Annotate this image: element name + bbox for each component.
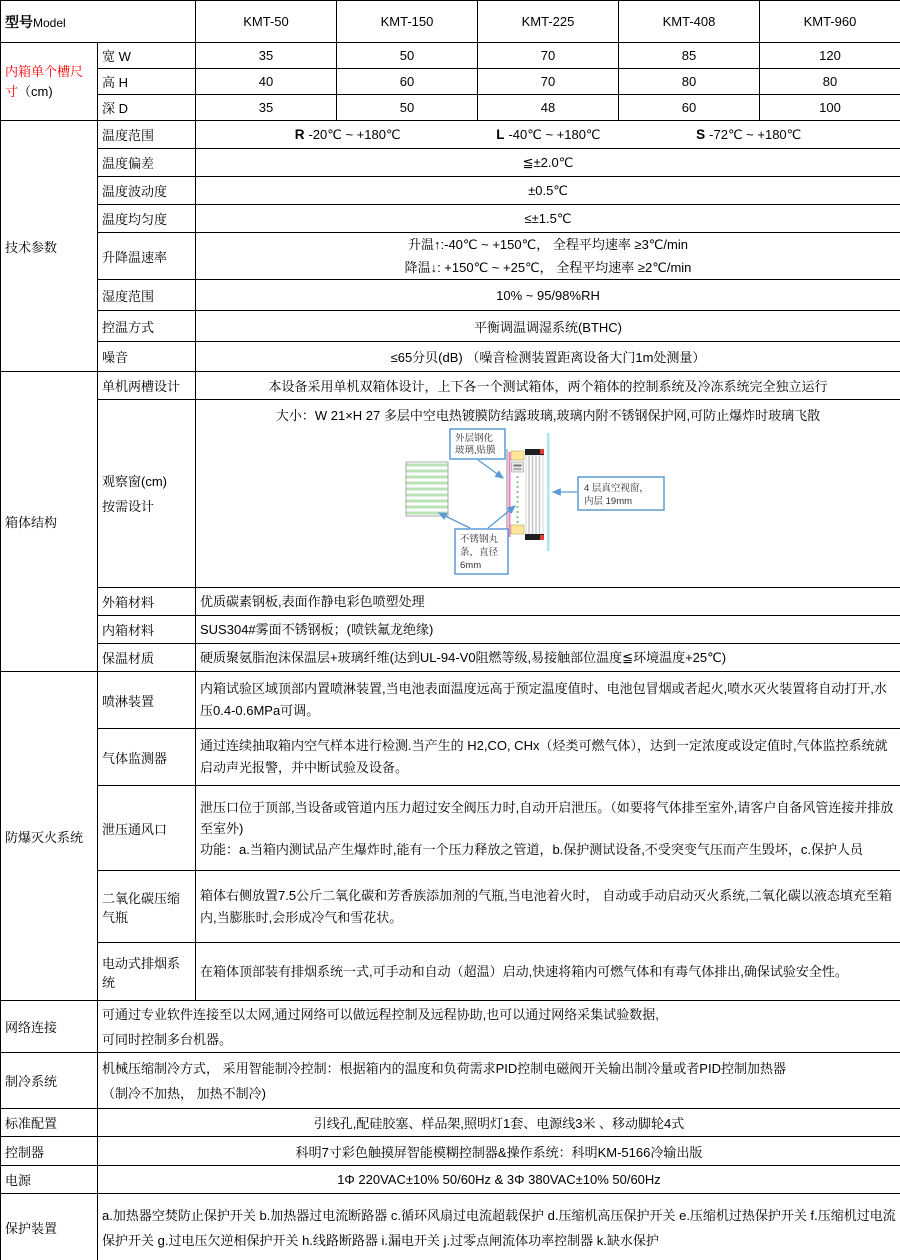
gas-monitor-value: 通过连续抽取箱内空气样本进行检测.当产生的 H2,CO, CHx（烃类可燃气体），达到一定浓度或设定值时,气体监控系统就启动声光报警，并中断试验及设备。 <box>196 729 900 786</box>
standard-config-row <box>1 1109 900 1137</box>
temp-uniformity-row <box>1 205 900 233</box>
temp-control-label: 控温方式 <box>98 311 196 342</box>
header-row <box>1 1 900 43</box>
model-label-cn: 型号 <box>5 13 33 30</box>
dual-chamber-value: 本设备采用单机双箱体设计，上下各一个测试箱体，两个箱体的控制系统及冷冻系统完全独立运行 <box>196 372 900 400</box>
temp-range-l: L -40℃ ~ +180℃ <box>496 126 601 142</box>
power-value: 1Φ 220VAC±10% 50/60Hz & 3Φ 380VAC±10% 50/60Hz <box>98 1166 900 1194</box>
dual-chamber-label: 单机两槽设计 <box>98 372 196 400</box>
cooling-line2: （制冷不加热， 加热不制冷) <box>102 1085 266 1101</box>
model-header-cell <box>1 1 196 43</box>
model-col-kmt-960: KMT-960 <box>760 1 900 43</box>
svg-text:条，直径: 条，直径 <box>460 547 499 558</box>
callout-steel-beads <box>439 506 515 574</box>
dim-value-cell: 85 <box>619 43 760 69</box>
smoke-exhaust-row <box>1 943 900 1001</box>
inner-material-label: 内箱材料 <box>98 616 196 644</box>
dim-value-cell: 50 <box>337 43 478 69</box>
dim-row-height <box>1 69 900 95</box>
dim-value-cell: 35 <box>196 43 337 69</box>
smoke-exhaust-value: 在箱体顶部装有排烟系统一式,可手动和自动（超温）启动,快速将箱内可燃气体和有毒气体排出,确保试验安全性。 <box>196 943 900 1001</box>
network-value-cell <box>98 1001 900 1053</box>
ramp-down-line: 降温↓: +150℃ ~ +25℃， 全程平均速率 ≥2℃/min <box>404 260 692 275</box>
outer-material-row <box>1 588 900 616</box>
window-diagram-svg <box>350 426 810 578</box>
dim-value-cell: 40 <box>196 69 337 95</box>
window-row <box>1 400 900 588</box>
temp-control-value: 平衡调温调湿系统(BTHC) <box>196 311 900 342</box>
dimensions-section-unit: （cm) <box>18 83 53 99</box>
window-label-line1: 观察窗(cm) <box>102 473 167 489</box>
gas-monitor-row <box>1 729 900 786</box>
controller-label: 控制器 <box>1 1137 98 1166</box>
dim-value-cell: 80 <box>760 69 900 95</box>
insulation-row <box>1 644 900 672</box>
window-diagram <box>350 426 896 581</box>
model-col-kmt-408: KMT-408 <box>619 1 760 43</box>
dim-value-cell: 60 <box>337 69 478 95</box>
temp-uniformity-value: ≤±1.5℃ <box>196 205 900 233</box>
protection-row <box>1 1194 900 1260</box>
temp-control-row <box>1 311 900 342</box>
co2-row <box>1 871 900 943</box>
svg-text:不锈钢丸: 不锈钢丸 <box>460 534 499 545</box>
cooling-value-cell <box>98 1053 900 1109</box>
dim-label-depth: 深 D <box>98 95 196 121</box>
model-col-kmt-225: KMT-225 <box>478 1 619 43</box>
network-line2: 可同时控制多台机器。 <box>102 1031 233 1047</box>
co2-value: 箱体右侧放置7.5公斤二氧化碳和芳香族添加剂的气瓶,当电池着火时， 自动或手动启动灭火系统,二氧化碳以液态填充至箱内,当膨胀时,会形成冷气和雪花状。 <box>196 871 900 943</box>
dim-value-cell: 70 <box>478 69 619 95</box>
window-content-cell <box>196 400 900 588</box>
cooling-row <box>1 1053 900 1109</box>
svg-text:外层钢化: 外层钢化 <box>455 433 494 444</box>
spray-value: 内箱试验区域顶部内置喷淋装置,当电池表面温度远高于预定温度值时、电池包冒烟或者起火,喷水灭火装置将自动打开,水压0.4-0.6MPa可调。 <box>196 672 900 729</box>
insulation-value: 硬质聚氨脂泡沫保温层+玻璃纤维(达到UL-94-V0阻燃等级,易接触部位温度≦环境温度+25℃) <box>196 644 900 672</box>
noise-row <box>1 342 900 372</box>
protection-label: 保护装置 <box>1 1194 98 1260</box>
cooling-line1: 机械压缩制冷方式， 采用智能制冷控制：根据箱内的温度和负荷需求PID控制电磁阀开关输出制冷量或者PID控制加热器 <box>102 1060 786 1076</box>
temp-fluctuation-value: ±0.5℃ <box>196 177 900 205</box>
mesh-window-graphic <box>406 462 448 516</box>
dim-row-width <box>1 43 900 69</box>
power-label: 电源 <box>1 1166 98 1194</box>
dim-value-cell: 70 <box>478 43 619 69</box>
temp-deviation-value: ≦±2.0℃ <box>196 149 900 177</box>
callout-outer-glass <box>450 429 505 478</box>
temp-range-row <box>1 121 900 149</box>
noise-label: 噪音 <box>98 342 196 372</box>
vent-value-line1: 泄压口位于顶部,当设备或管道内压力超过安全阀压力时,自动开启泄压。（如要将气体排至室外,请客户自备风管连接并排放至室外) <box>200 799 894 836</box>
outer-material-value: 优质碳素钢板,表面作静电彩色喷塑处理 <box>196 588 900 616</box>
humidity-row <box>1 280 900 311</box>
network-label: 网络连接 <box>1 1001 98 1053</box>
dim-value-cell: 50 <box>337 95 478 121</box>
callout-vacuum-window <box>553 477 664 510</box>
temp-deviation-row <box>1 149 900 177</box>
spray-label: 喷淋装置 <box>98 672 196 729</box>
co2-label: 二氧化碳压缩气瓶 <box>98 871 196 943</box>
inner-material-row <box>1 616 900 644</box>
svg-text:4 层真空视窗，: 4 层真空视窗， <box>584 483 649 494</box>
dim-label-height: 高 H <box>98 69 196 95</box>
spray-row <box>1 672 900 729</box>
dimensions-section-label: 内箱单个槽尺寸 <box>5 63 84 99</box>
svg-text:6mm: 6mm <box>460 560 482 571</box>
smoke-exhaust-label: 电动式排烟系统 <box>98 943 196 1001</box>
temp-fluctuation-row <box>1 177 900 205</box>
vent-label: 泄压通风口 <box>98 786 196 871</box>
structure-section-cell: 箱体结构 <box>1 372 98 672</box>
temp-range-r: R -20℃ ~ +180℃ <box>294 126 401 142</box>
protection-value: a.加热器空焚防止保护开关 b.加热器过电流断路器 c.循环风扇过电流超载保护 d.压缩机高压保护开关 e.压缩机过热保护开关 f.压缩机过电流保护开关 g.过电压欠逆相保护开关 h.线路断路器 i.漏电开关 j.过零点闸流体功率控制器 k.缺水保护 <box>98 1194 900 1260</box>
vent-value-line2: 功能：a.当箱内测试品产生爆炸时,能有一个压力释放之管道，b.保护测试设备,不受突变气压而产生毁坏，c.保护人员 <box>200 841 864 857</box>
model-label-en: Model <box>33 15 66 30</box>
window-label-cell <box>98 400 196 588</box>
ramp-rate-label: 升降温速率 <box>98 233 196 280</box>
controller-row <box>1 1137 900 1166</box>
dim-value-cell: 48 <box>478 95 619 121</box>
temp-deviation-label: 温度偏差 <box>98 149 196 177</box>
svg-text:玻璃,贴膜: 玻璃,贴膜 <box>455 445 496 456</box>
network-line1: 可通过专业软件连接至以太网,通过网络可以做远程控制及远程协助,也可以通过网络采集试验数据, <box>102 1006 659 1022</box>
humidity-label: 湿度范围 <box>98 280 196 311</box>
network-row <box>1 1001 900 1053</box>
standard-config-value: 引线孔,配硅胶塞、样品架,照明灯1套、电源线3米 、移动脚轮4式 <box>98 1109 900 1137</box>
outer-material-label: 外箱材料 <box>98 588 196 616</box>
model-col-kmt-150: KMT-150 <box>337 1 478 43</box>
ramp-up-line: 升温↑:-40℃ ~ +150℃， 全程平均速率 ≥3℃/min <box>408 237 688 252</box>
vent-value-cell <box>196 786 900 871</box>
vent-row <box>1 786 900 871</box>
fire-section-cell: 防爆灭火系统 <box>1 672 98 1001</box>
temp-fluctuation-label: 温度波动度 <box>98 177 196 205</box>
temp-uniformity-label: 温度均匀度 <box>98 205 196 233</box>
dim-row-depth <box>1 95 900 121</box>
humidity-value: 10% ~ 95/98%RH <box>196 280 900 311</box>
noise-value: ≤65分贝(dB) （噪音检测装置距离设备大门1m处测量） <box>196 342 900 372</box>
ramp-rate-row <box>1 233 900 280</box>
power-row <box>1 1166 900 1194</box>
tech-section-cell: 技术参数 <box>1 121 98 372</box>
dim-value-cell: 80 <box>619 69 760 95</box>
standard-config-label: 标准配置 <box>1 1109 98 1137</box>
window-size-note: 大小：W 21×H 27 多层中空电热镀膜防结露玻璃,玻璃内附不锈钢保护网,可防止爆炸时玻璃飞散 <box>275 408 821 423</box>
dimensions-section-cell <box>1 43 98 121</box>
inner-material-value: SUS304#雾面不锈钢板；(喷铁氟龙绝缘) <box>196 616 900 644</box>
cooling-label: 制冷系统 <box>1 1053 98 1109</box>
controller-value: 科明7寸彩色触摸屏智能模糊控制器&操作系统：科明KM-5166冷输出版 <box>98 1137 900 1166</box>
window-cross-section-graphic <box>507 433 550 551</box>
dim-label-width: 宽 W <box>98 43 196 69</box>
model-col-kmt-50: KMT-50 <box>196 1 337 43</box>
insulation-label: 保温材质 <box>98 644 196 672</box>
dim-value-cell: 120 <box>760 43 900 69</box>
ramp-rate-value-cell <box>196 233 900 280</box>
window-label-line2: 按需设计 <box>102 498 155 514</box>
dual-chamber-row <box>1 372 900 400</box>
dim-value-cell: 35 <box>196 95 337 121</box>
temp-range-s: S -72℃ ~ +180℃ <box>696 126 802 142</box>
svg-text:内层 19mm: 内层 19mm <box>584 496 633 507</box>
temp-range-label: 温度范围 <box>98 121 196 149</box>
dim-value-cell: 100 <box>760 95 900 121</box>
dim-value-cell: 60 <box>619 95 760 121</box>
temp-range-value-cell <box>196 121 900 149</box>
gas-monitor-label: 气体监测器 <box>98 729 196 786</box>
